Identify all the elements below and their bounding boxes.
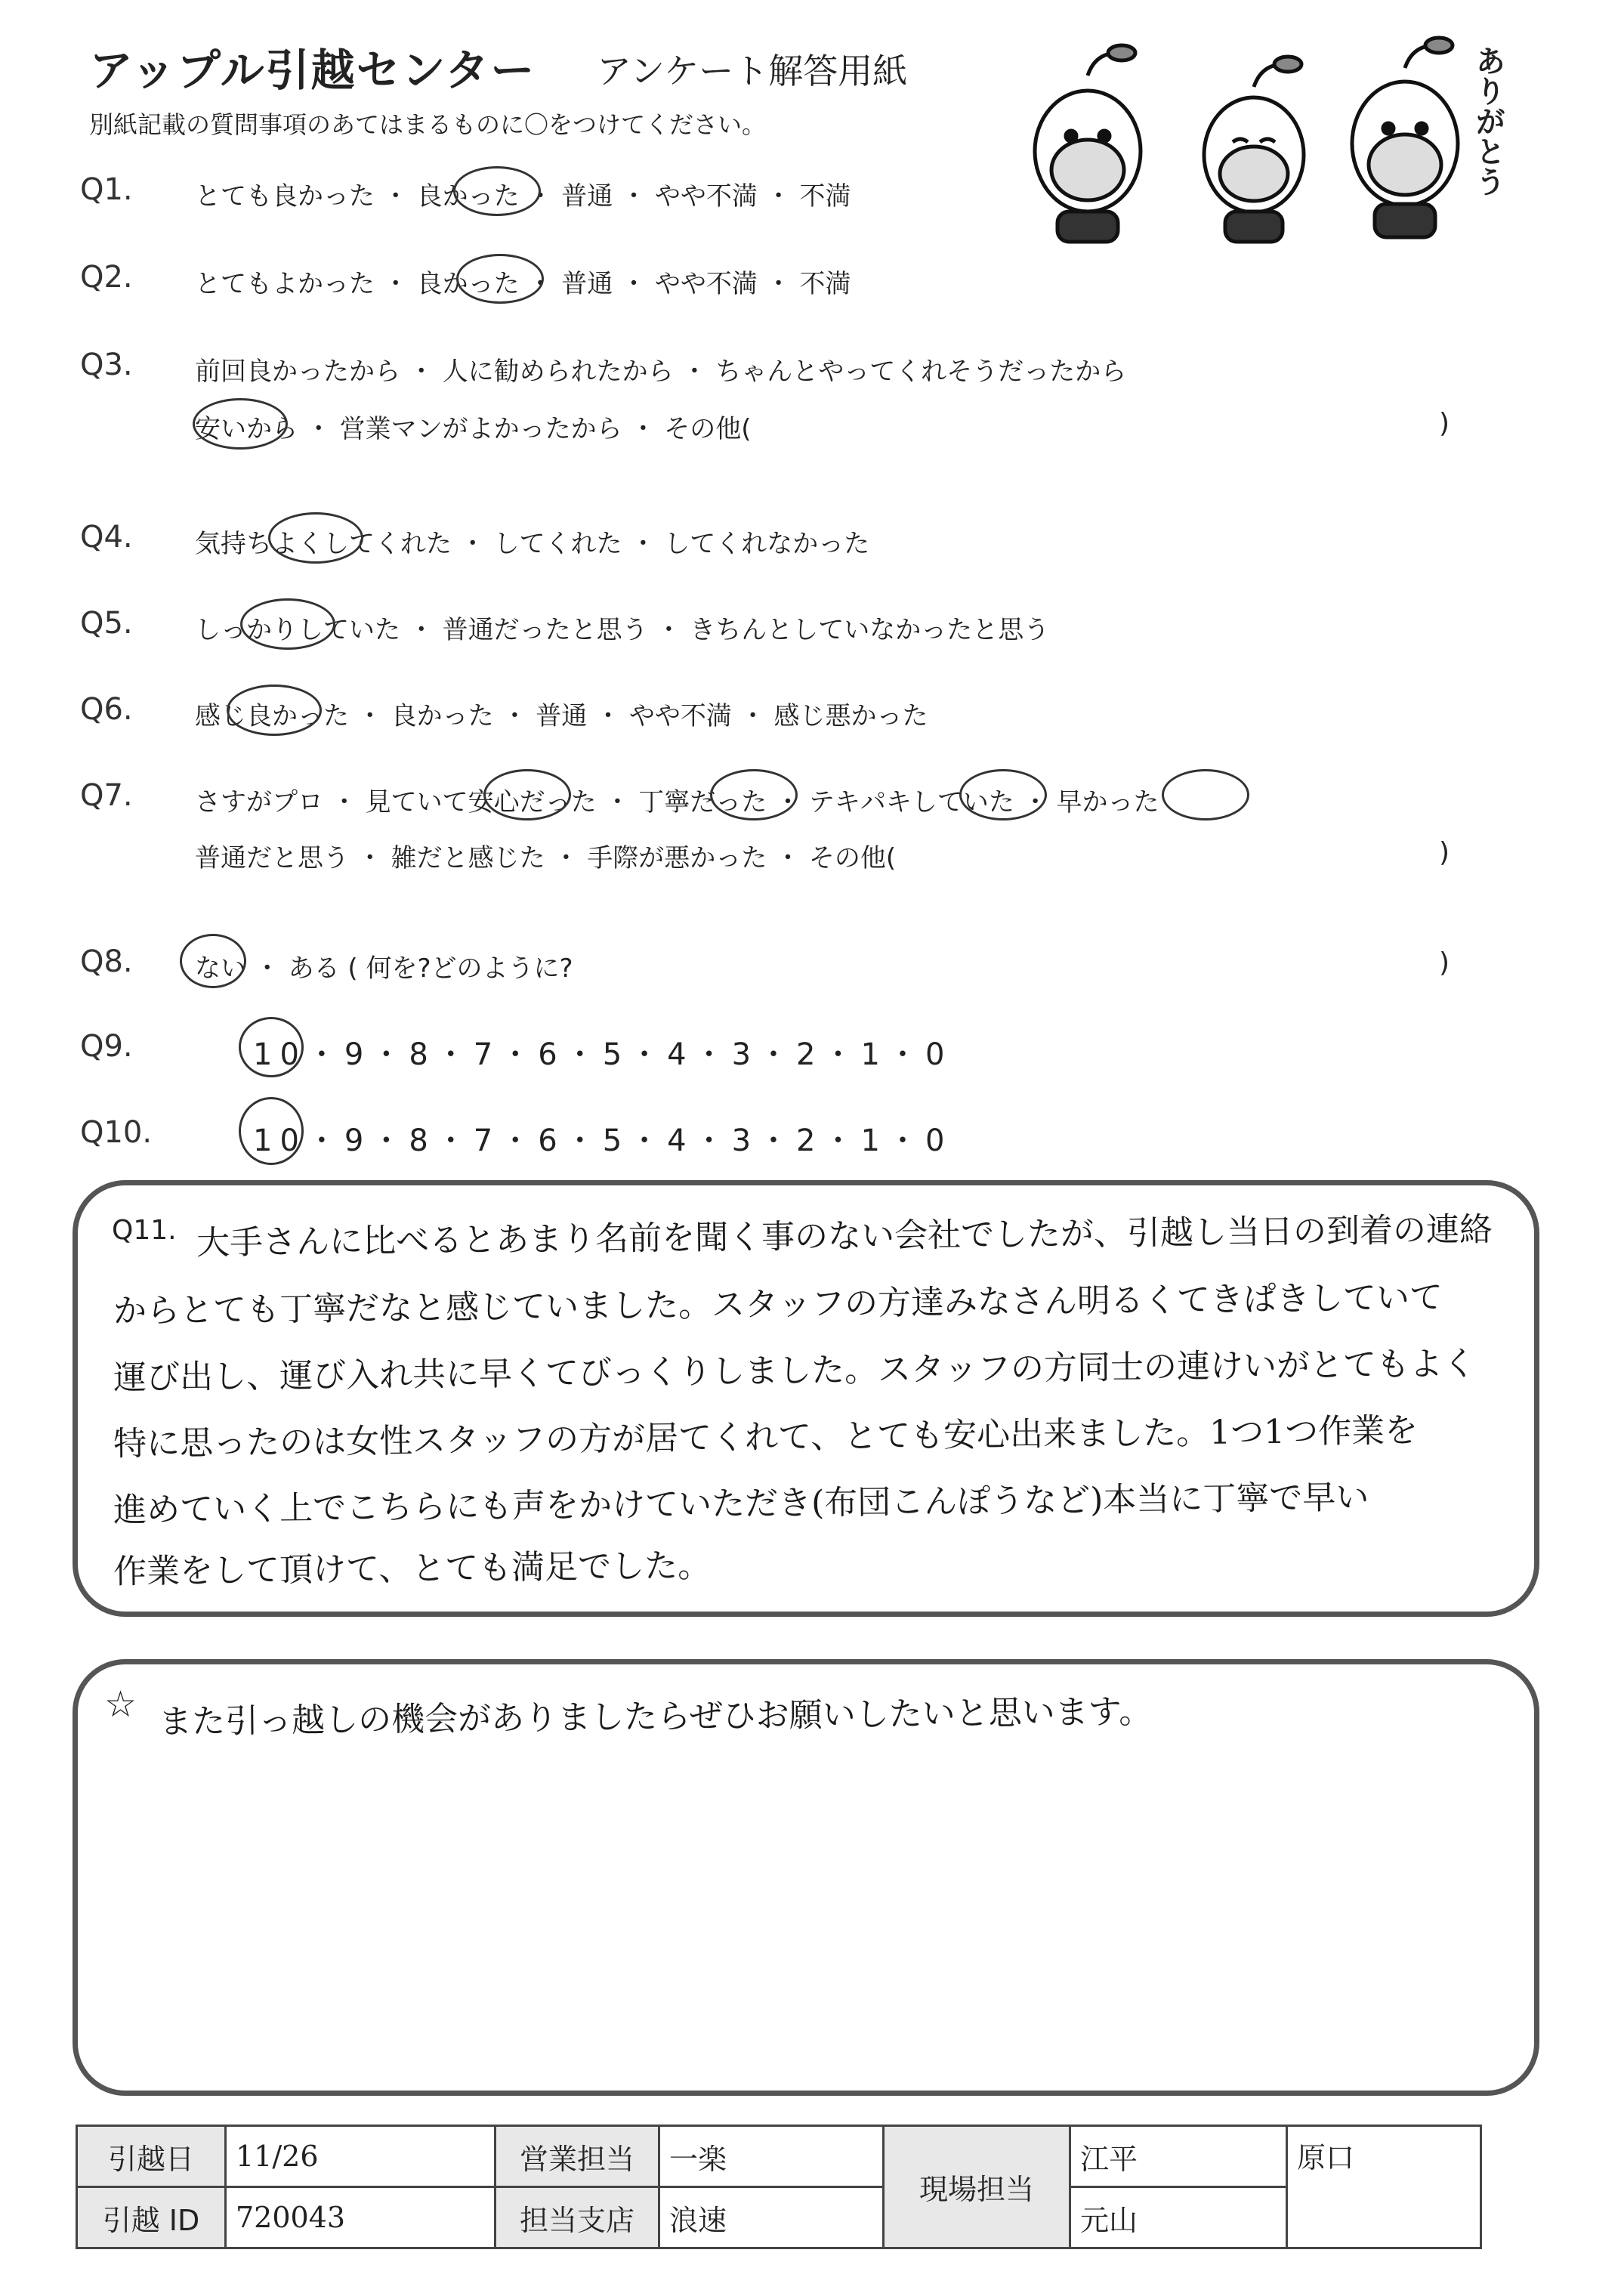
- comment-star: ☆: [104, 1683, 137, 1726]
- q7-close-paren: ): [1439, 837, 1450, 868]
- q10-answer-circle: [239, 1097, 304, 1165]
- q8-options: ない ・ ある ( 何を?どのように?: [195, 953, 573, 984]
- q1-label: Q1.: [80, 172, 133, 207]
- q10-scale: 10・9・8・7・6・5・4・3・2・1・0: [253, 1123, 952, 1158]
- q5-options: しっかりしていた ・ 普通だったと思う ・ きちんとしていなかったと思う: [195, 615, 1050, 645]
- q1-options: とても良かった ・ 良かった ・ 普通 ・ やや不満 ・ 不満: [195, 181, 851, 212]
- q2-label: Q2.: [80, 260, 133, 295]
- q10-label: Q10.: [80, 1115, 153, 1150]
- branch-label: 担当支店: [496, 2187, 659, 2248]
- q4-options: 気持ちよくしてくれた ・ してくれた ・ してくれなかった: [195, 529, 870, 559]
- move-date-value: 11/26: [226, 2126, 496, 2187]
- q7-options-line2: 普通だと思う ・ 雑だと感じた ・ 手際が悪かった ・ その他(: [195, 843, 897, 873]
- mascot-illustration: [1012, 30, 1496, 249]
- branch-value: 浪速: [659, 2187, 884, 2248]
- q8-label: Q8.: [80, 944, 133, 979]
- q11-line-4: 特に思ったのは女性スタッフの方が居てくれて、とても安心出来ました。1つ1つ作業を: [113, 1411, 1419, 1464]
- sales-label: 営業担当: [496, 2126, 659, 2187]
- site-value-3: 原口: [1287, 2126, 1481, 2248]
- footer-table: [76, 2125, 1482, 2249]
- move-date-label: 引越日: [77, 2126, 226, 2187]
- q11-line-6: 作業をして頂けて、とても満足でした。: [113, 1546, 712, 1592]
- q7-answer-circle-2: [710, 769, 798, 820]
- q11-label: Q11.: [112, 1215, 177, 1246]
- q3-options-line1: 前回良かったから ・ 人に勧められたから ・ ちゃんとやってくれそうだったから: [195, 357, 1127, 387]
- q3-close-paren: ): [1439, 408, 1450, 439]
- q7-answer-circle-4: [1162, 769, 1249, 820]
- q8-answer-circle: [180, 934, 246, 988]
- q1-answer-circle: [453, 166, 541, 216]
- q11-line-1: 大手さんに比べるとあまり名前を聞く事のない会社でしたが、引越し当日の到着の連絡: [196, 1210, 1493, 1262]
- q11-line-3: 運び出し、運び入れ共に早くてびっくりしました。スタッフの方同士の連けいがとてもよく: [113, 1344, 1477, 1398]
- q9-answer-circle: [239, 1017, 304, 1077]
- form-subtitle: アンケート解答用紙: [597, 51, 908, 91]
- q4-answer-circle: [268, 512, 363, 564]
- q6-options: 感じ良かった ・ 良かった ・ 普通 ・ やや不満 ・ 感じ悪かった: [195, 701, 928, 731]
- q3-answer-circle: [193, 398, 288, 450]
- q6-answer-circle: [227, 685, 322, 736]
- q2-options: とてもよかった ・ 良かった ・ 普通 ・ やや不満 ・ 不満: [195, 269, 851, 299]
- site-label: 現場担当: [884, 2126, 1070, 2248]
- q11-line-2: からとても丁寧だなと感じていました。スタッフの方達みなさん明るくてきぱきしていて: [113, 1278, 1443, 1331]
- sales-value: 一楽: [659, 2126, 884, 2187]
- move-id-value: 720043: [226, 2187, 496, 2248]
- form-title: アップル引越センター: [89, 45, 536, 96]
- q9-scale: 10・9・8・7・6・5・4・3・2・1・0: [253, 1037, 952, 1072]
- q11-line-5: 進めていく上でこちらにも声をかけていただき(布団こんぽうなど)本当に丁寧で早い: [113, 1478, 1369, 1530]
- instructions: 別紙記載の質問事項のあてはまるものに〇をつけてください。: [89, 110, 767, 139]
- q7-answer-circle-3: [959, 769, 1047, 820]
- site-value-2: 元山: [1070, 2187, 1287, 2248]
- q7-options-line1: さすがプロ ・ 見ていて安心だった ・ 丁寧だった ・ テキパキしていた ・ 早かった: [195, 787, 1159, 817]
- thanks-text: ありがとう: [1471, 45, 1505, 196]
- move-id-label: 引越 ID: [77, 2187, 226, 2248]
- q2-answer-circle: [456, 254, 544, 304]
- q9-label: Q9.: [80, 1029, 133, 1064]
- q5-label: Q5.: [80, 606, 133, 641]
- q8-close-paren: ): [1439, 947, 1450, 978]
- q3-label: Q3.: [80, 348, 133, 382]
- site-value-1: 江平: [1070, 2126, 1287, 2187]
- q5-answer-circle: [240, 598, 335, 650]
- q7-label: Q7.: [80, 778, 133, 813]
- comment-text: また引っ越しの機会がありましたらぜひお願いしたいと思います。: [158, 1692, 1153, 1741]
- q7-answer-circle-1: [483, 769, 571, 820]
- q3-options-line2: 安いから ・ 営業マンがよかったから ・ その他(: [195, 414, 752, 444]
- q4-label: Q4.: [80, 520, 133, 555]
- q6-label: Q6.: [80, 692, 133, 727]
